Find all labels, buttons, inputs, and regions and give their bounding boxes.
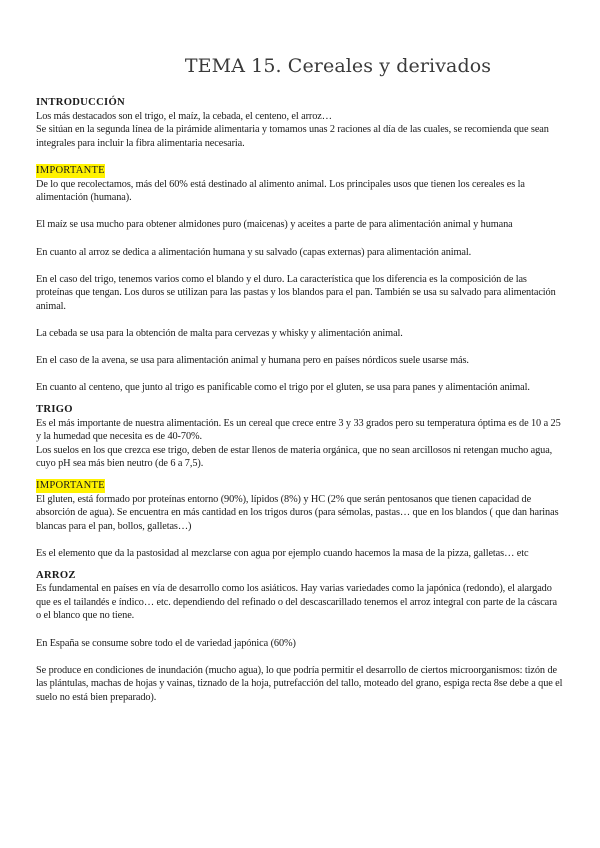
spacer [36, 623, 564, 637]
section-heading-arroz: ARROZ [36, 569, 76, 581]
highlight-heading [36, 164, 564, 178]
paragraph: En cuanto al centeno, que junto al trigo es panificable como el trigo por el gluten, se usa para panes y alimentación animal. [36, 382, 530, 394]
paragraph: En el caso de la avena, se usa para alimentación animal y humana pero en países nórdicos suele usarse más. [36, 355, 469, 367]
page-title: TEMA 15. Cereales y derivados [184, 55, 492, 77]
section-heading-trigo: TRIGO [36, 404, 73, 416]
paragraph: Es el más importante de nuestra alimentación. Es un cereal que crece entre 3 y 33 grados pero su temperatura óptima es de 10 a 25 y la humedad que necesita es de 40-70%. [36, 417, 561, 443]
paragraph: En el caso del trigo, tenemos varios como el blando y el duro. La característica que los diferencia es la composición de las proteínas que tengan. Los duros se utilizan para las pastas y los blandos para el pan. También se usa su salvado para alimentación animal. [36, 273, 556, 312]
section-importante-2 [36, 479, 564, 561]
spacer [36, 561, 564, 569]
spacer [36, 395, 564, 403]
spacer [36, 471, 564, 479]
spacer [36, 341, 564, 355]
paragraph: De lo que recolectamos, más del 60% está destinado al alimento animal. Los principales usos que tienen los cereales es la alimentación (humana). [36, 178, 525, 204]
section-introduccion [36, 96, 564, 150]
spacer [36, 650, 564, 664]
highlight-heading [36, 479, 564, 493]
section-heading-introduccion: INTRODUCCIÓN [36, 97, 125, 108]
spacer [36, 314, 564, 328]
highlighted-label: IMPORTANTE [36, 164, 105, 176]
paragraph: Se sitúan en la segunda línea de la pirámide alimentaria y tomamos unas 2 raciones al día de las cuales, se recomienda que sean integrales para incluir la fibra alimentaria necesaria. [36, 124, 549, 149]
section-arroz [36, 569, 564, 705]
paragraph: El gluten, está formado por proteínas entorno (90%), lípidos (8%) y HC (2% que serán pentosanos que tienen capacidad de absorción de agua). Se encuentra en más cantidad en los trigos duros (para sémolas, pastas… que en los blandos ( que dan harinas blancas para el pan, bollos, galletas…) [36, 493, 559, 532]
section-importante-1 [36, 164, 564, 395]
spacer [36, 533, 564, 547]
spacer [36, 368, 564, 382]
document-body [36, 96, 564, 705]
paragraph: En cuanto al arroz se dedica a alimentación humana y su salvado (capas externas) para alimentación animal. [36, 246, 472, 258]
paragraph: Los suelos en los que crezca ese trigo, deben de estar llenos de materia orgánica, que no sean arcillosos ni retengan mucho agua, cuyo pH sea más bien neutro (de 6 a 7,5). [36, 444, 553, 470]
spacer [36, 259, 564, 273]
spacer [36, 232, 564, 246]
section-trigo [36, 403, 564, 471]
spacer [36, 150, 564, 164]
paragraph: La cebada se usa para la obtención de malta para cervezas y whisky y alimentación animal. [36, 328, 403, 340]
paragraph: Es fundamental en países en vía de desarrollo como los asiáticos. Hay varias variedades como la japónica (redondo), el alargado que es el tailandés e índico… etc. dependiendo del refinado o del descascarillado tenemos el arroz integral con parte de la cáscara o el blanco que no tiene. [36, 583, 557, 622]
highlighted-label: IMPORTANTE [36, 480, 105, 492]
paragraph: Los más destacados son el trigo, el maíz, la cebada, el centeno, el arroz… [36, 110, 332, 122]
spacer [36, 205, 564, 219]
paragraph: El maíz se usa mucho para obtener almidones puro (maicenas) y aceites a parte de para alimentación animal y humana [36, 219, 513, 231]
paragraph: Es el elemento que da la pastosidad al mezclarse con agua por ejemplo cuando hacemos la masa de la pizza, galletas… etc [36, 548, 529, 559]
paragraph: En España se consume sobre todo el de variedad japónica (60%) [36, 637, 296, 649]
paragraph: Se produce en condiciones de inundación (mucho agua), lo que podría permitir el desarrollo de ciertos microorganismos: tizón de las plántulas, machas de hojas y vainas, tiznado de la hoja, putrefacción del tallo, moteado del grano, espiga recta 8se debe a que el suelo no está bien preparado). [36, 664, 563, 703]
